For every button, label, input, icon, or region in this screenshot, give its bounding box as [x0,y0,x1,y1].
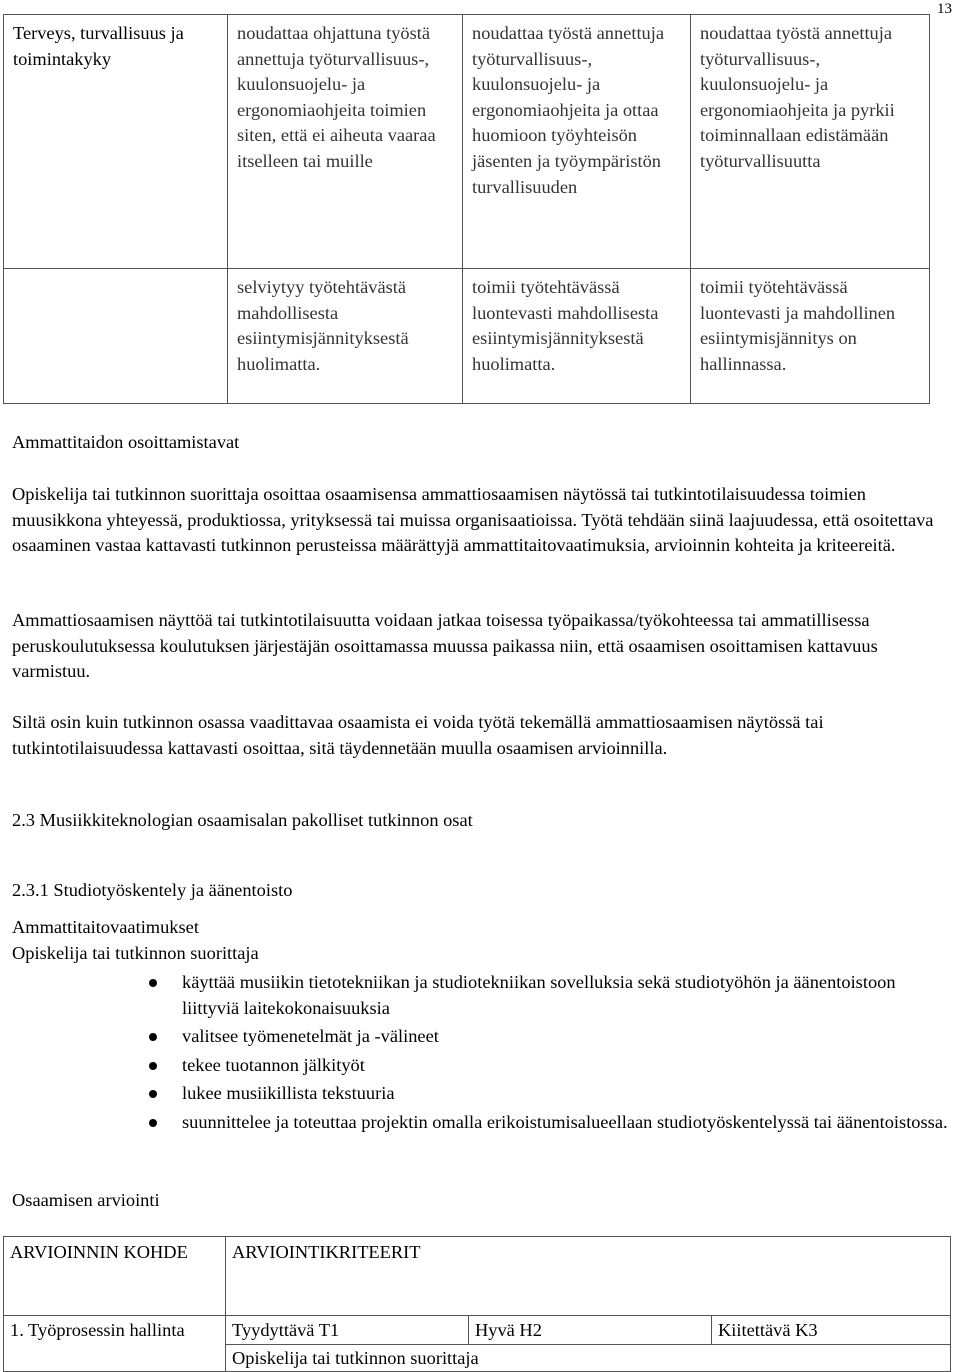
criteria-k3-cell: toimii työtehtävässä luontevasti ja mahdollinen esiintymisjännitys on hallinnassa. [691,269,930,404]
list-item [182,1081,952,1107]
eval-sub-row: Opiskelija tai tutkinnon suorittaja [226,1344,951,1372]
table-row [4,1316,951,1345]
list-item [182,970,952,1021]
paragraph: Siltä osin kuin tutkinnon osassa vaadittavaa osaamista ei voida työtä tekemällä ammattiosaamisen näytössä tai tutkintotilaisuudessa kattavasti osoittaa, sitä täydennetään muulla osaamisen arvioinnilla. [12,712,824,758]
criteria-h2-cell: noudattaa työstä annettuja työturvallisuus-, kuulonsuojelu- ja ergonomiaohjeita ja ottaa huomioon työyhteisön jäsenten ja työympäristön turvallisuuden [463,15,691,269]
table-row [4,1237,951,1316]
list-item-text: lukee musiikillista tekstuuria [182,1083,395,1104]
list-item-text: tekee tuotannon jälkityöt [182,1054,365,1075]
bullet-icon [149,1090,157,1098]
criteria-t1-cell: noudattaa ohjattuna työstä annettuja työturvallisuus-, kuulonsuojelu- ja ergonomiaohjeita toimien siten, että ei aiheuta vaaraa itselleen tai muille [228,15,463,269]
requirements-list [182,970,952,1139]
criteria-h2-cell: toimii työtehtävässä luontevasti mahdollisesta esiintymisjännityksestä huolimatta. [463,269,691,404]
list-item [182,1110,952,1136]
requirements-heading: Ammattitaitovaatimukset [12,917,199,937]
section-heading: Ammattitaidon osoittamistavat [12,432,240,452]
requirements-intro: Opiskelija tai tutkinnon suorittaja [12,943,259,963]
bullet-icon [149,1119,157,1127]
eval-criteria-header: ARVIOINTIKRITEERIT [226,1237,951,1316]
criteria-table [3,14,930,404]
list-item-text: valitsee työmenetelmät ja -välineet [182,1026,439,1047]
subsection-heading: 2.3.1 Studiotyöskentely ja äänentoisto [12,880,293,900]
criteria-label-cell [4,269,228,404]
list-item-text: käyttää musiikin tietotekniikan ja studiotekniikan sovelluksia sekä studiotyöhön ja äänentoistoon liittyviä laitekokonaisuuksia [182,972,896,1018]
table-row [4,15,930,269]
bullet-icon [149,1033,157,1041]
list-item [182,1053,952,1079]
eval-row-label: 1. Työprosessin hallinta [4,1316,226,1372]
eval-target-header: ARVIOINNIN KOHDE [4,1237,226,1316]
criteria-label-cell: Terveys, turvallisuus ja toimintakyky [4,15,228,269]
list-item [182,1024,952,1050]
eval-t1-header: Tyydyttävä T1 [226,1316,469,1345]
evaluation-heading: Osaamisen arviointi [12,1190,160,1210]
eval-k3-header: Kiitettävä K3 [712,1316,951,1345]
bullet-icon [149,979,157,987]
paragraph: Opiskelija tai tutkinnon suorittaja osoittaa osaamisensa ammattiosaamisen näytössä tai tutkintotilaisuudessa toimien muusikkona yhteyessä, produktiossa, yrityksessä tai muissa organisaatioissa. Työtä tehdään siinä laajuudessa, että osoitettava osaaminen vastaa kattavasti tutkinnon perusteissa määrättyjä ammattitaitovaatimuksia, arvioinnin kohteita ja kriteereitä. [12,484,934,556]
section-heading: 2.3 Musiikkiteknologian osaamisalan pakolliset tutkinnon osat [12,810,473,830]
table-row [4,269,930,404]
bullet-icon [149,1062,157,1070]
criteria-t1-cell: selviytyy työtehtävästä mahdollisesta esiintymisjännityksestä huolimatta. [228,269,463,404]
list-item-text: suunnittelee ja toteuttaa projektin omalla erikoistumisalueellaan studiotyöskentelyssä tai äänentoistossa. [182,1111,948,1132]
paragraph: Ammattiosaamisen näyttöä tai tutkintotilaisuutta voidaan jatkaa toisessa työpaikassa/työkohteessa tai ammatillisessa peruskoulutuksessa koulutuksen järjestäjän osoittamassa muussa paikassa niin, että osaamisen osoittamisen kattavuus varmistuu. [12,610,878,682]
page-number: 13 [937,1,952,17]
criteria-k3-cell: noudattaa työstä annettuja työturvallisuus-, kuulonsuojelu- ja ergonomiaohjeita ja pyrkii toiminnallaan edistämään työturvallisuutta [691,15,930,269]
evaluation-table [3,1236,951,1372]
eval-h2-header: Hyvä H2 [469,1316,712,1345]
